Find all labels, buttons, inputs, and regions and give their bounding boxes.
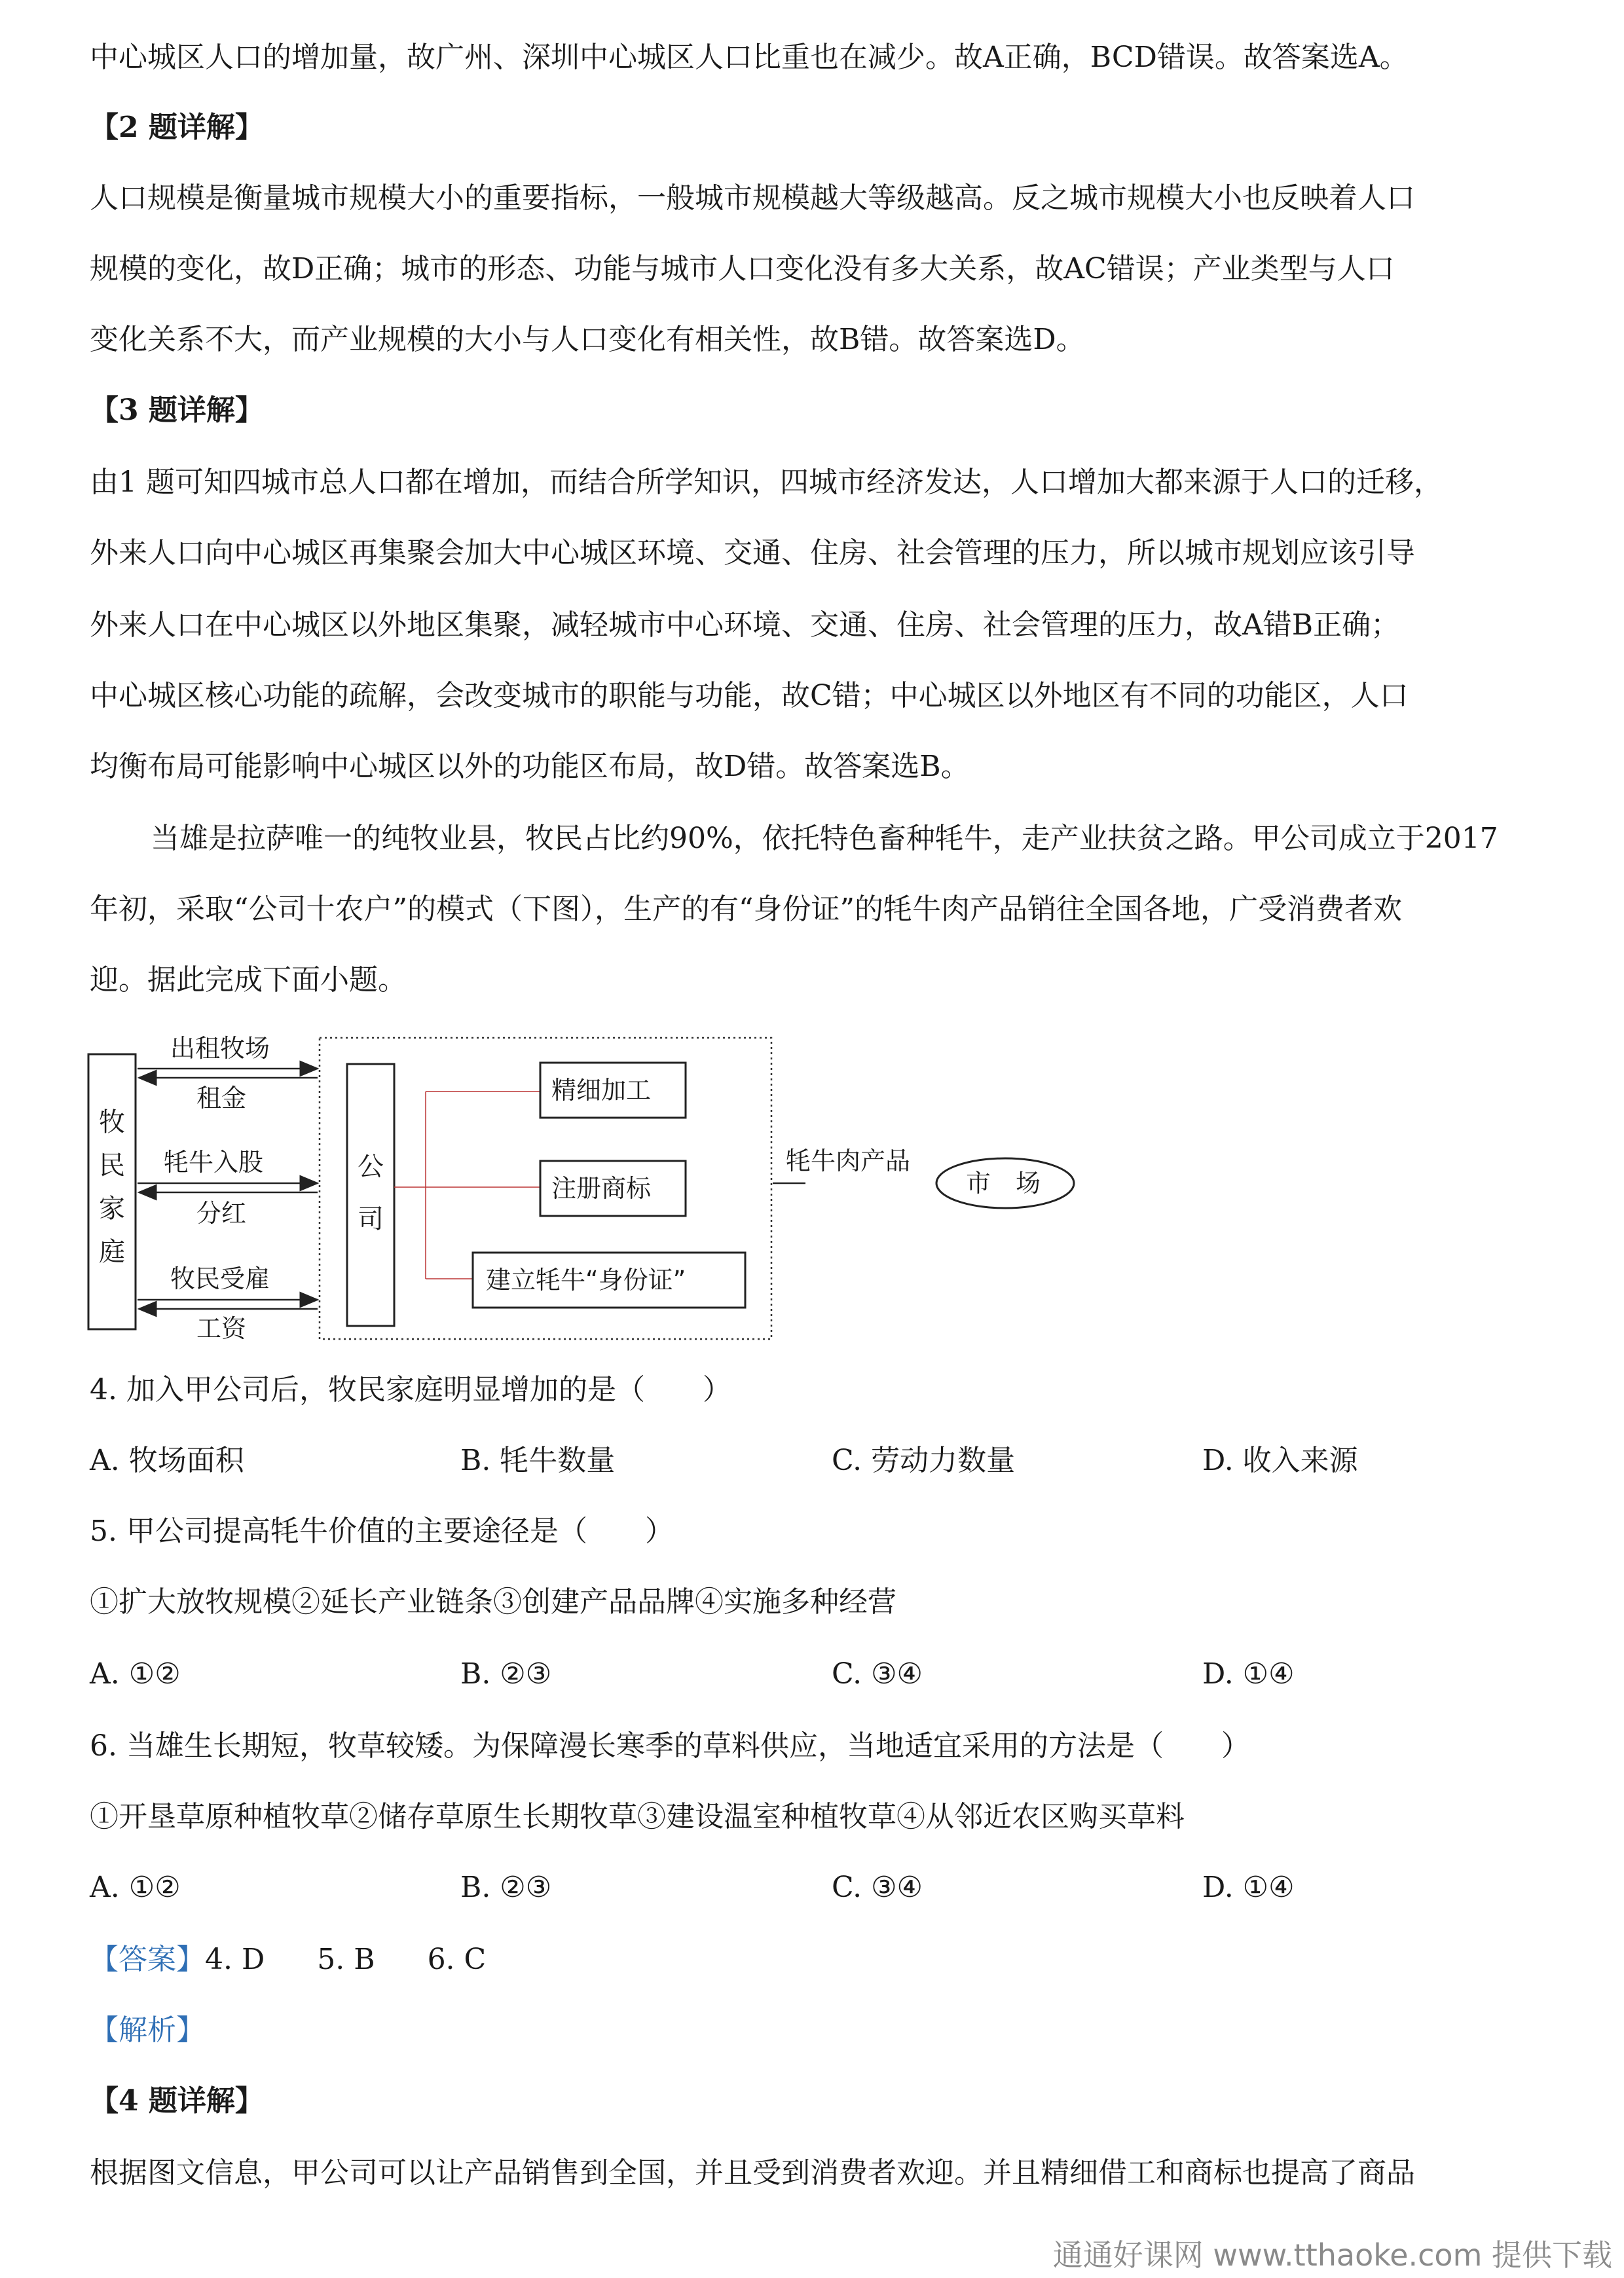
text-line: 外来人口在中心城区以外地区集聚，减轻城市中心环境、交通、住房、社会管理的压力，故A错B正确； [90, 608, 1400, 642]
action-label: 精细加工 [551, 1076, 652, 1105]
text-line: 由1 题可知四城市总人口都在增加，而结合所学知识，四城市经济发达，人口增加大都来源于人口的迁移， [90, 466, 1443, 499]
company-farmer-diagram [85, 1018, 805, 1346]
q6-option-a: A. ①② [90, 1871, 181, 1904]
text-line: 均衡布局可能影响中心城区以外的功能区布局，故D错。故答案选B。 [90, 750, 970, 783]
question-5-stem: 5. 甲公司提高牦牛价值的主要途径是（ ） [90, 1515, 674, 1548]
q6-option-c: C. ③④ [832, 1871, 923, 1904]
question-4-stem: 4. 加入甲公司后，牧民家庭明显增加的是（ ） [90, 1373, 731, 1406]
flow-label-bottom: 租金 [196, 1084, 247, 1112]
section-heading: 【3 题详解】 [90, 394, 264, 427]
flow-label-top: 牧民受雇 [170, 1264, 270, 1293]
family-box-label: 家 [99, 1194, 125, 1224]
q5-option-a: A. ①② [90, 1657, 181, 1691]
answer-item: 6. C [427, 1943, 487, 1976]
section-heading: 【2 题详解】 [90, 111, 264, 144]
passage-line: 年初，采取“公司十农户”的模式（下图），生产的有“身份证”的牦牛肉产品销往全国各地，广受消费者欢 [90, 892, 1402, 926]
q4-detail-label: 【4 题详解】 [90, 2084, 264, 2118]
diagram-lines [85, 1018, 805, 1346]
passage-line: 当雄是拉萨唯一的纯牧业县，牧民占比约90%，依托特色畜种牦牛，走产业扶贫之路。甲公司成立于2017 [151, 822, 1498, 855]
answer-label: 【答案】 [90, 1943, 205, 1976]
question-6-items: ①开垦草原种植牧草②储存草原生长期牧草③建设温室种植牧草④从邻近农区购买草料 [90, 1800, 1185, 1833]
text-line: 中心城区核心功能的疏解，会改变城市的职能与功能，故C错；中心城区以外地区有不同的功能区，人口 [90, 679, 1409, 712]
action-label: 注册商标 [551, 1174, 652, 1203]
family-box-label: 牧 [99, 1107, 125, 1137]
q6-option-d: D. ①④ [1202, 1871, 1295, 1904]
answer-line [90, 1940, 1563, 1979]
flow-label-bottom: 工资 [196, 1314, 247, 1343]
q4-option-d: D. 收入来源 [1202, 1444, 1358, 1477]
flow-label-bottom: 分红 [196, 1199, 247, 1228]
company-box-label: 公 [358, 1152, 384, 1182]
question-5-items: ①扩大放牧规模②延长产业链条③创建产品品牌④实施多种经营 [90, 1585, 896, 1619]
family-box-label: 民 [99, 1150, 125, 1181]
q6-option-b: B. ②③ [460, 1871, 552, 1904]
text-line: 规模的变化，故D正确；城市的形态、功能与城市人口变化没有多大关系，故AC错误；产业类型与人口 [90, 252, 1395, 285]
product-label: 牦牛肉产品 [786, 1147, 911, 1175]
q5-option-d: D. ①④ [1202, 1657, 1295, 1691]
market-label: 市 场 [966, 1169, 1041, 1198]
action-label: 建立牦牛“身份证” [486, 1266, 686, 1295]
text-line: 变化关系不大，而产业规模的大小与人口变化有相关性，故B错。故答案选D。 [90, 323, 1085, 356]
q5-option-b: B. ②③ [460, 1657, 552, 1691]
q4-option-b: B. 牦牛数量 [460, 1444, 616, 1477]
flow-label-top: 出租牧场 [170, 1034, 270, 1063]
flow-label-top: 牦牛入股 [164, 1148, 264, 1177]
question-6-stem: 6. 当雄生长期短，牧草较矮。为保障漫长寒季的草料供应，当地适宜采用的方法是（ ） [90, 1729, 1250, 1763]
q4-option-a: A. 牧场面积 [90, 1444, 244, 1477]
answer-item: 5. B [317, 1943, 375, 1976]
family-box-label: 庭 [99, 1237, 125, 1267]
passage-line: 迎。据此完成下面小题。 [90, 963, 407, 997]
footer-watermark: 通通好课网 www.tthaoke.com 提供下载 [1052, 2237, 1612, 2273]
company-box-label: 司 [358, 1204, 384, 1234]
market-group [779, 1018, 1080, 1215]
text-line: 外来人口向中心城区再集聚会加大中心城区环境、交通、住房、社会管理的压力，所以城市规划应该引导 [90, 536, 1415, 570]
analysis-label: 【解析】 [90, 2013, 205, 2047]
text-line: 人口规模是衡量城市规模大小的重要指标，一般城市规模越大等级越高。反之城市规模大小也反映着人口 [90, 181, 1415, 215]
answer-item: 4. D [205, 1943, 265, 1976]
text-line: 中心城区人口的增加量，故广州、深圳中心城区人口比重也在减少。故A正确，BCD错误。故答案选A。 [90, 41, 1409, 74]
q5-option-c: C. ③④ [832, 1657, 923, 1691]
q4-detail-text: 根据图文信息，甲公司可以让产品销售到全国，并且受到消费者欢迎。并且精细借工和商标也提高了商品 [90, 2156, 1415, 2190]
q4-option-c: C. 劳动力数量 [832, 1444, 1016, 1477]
